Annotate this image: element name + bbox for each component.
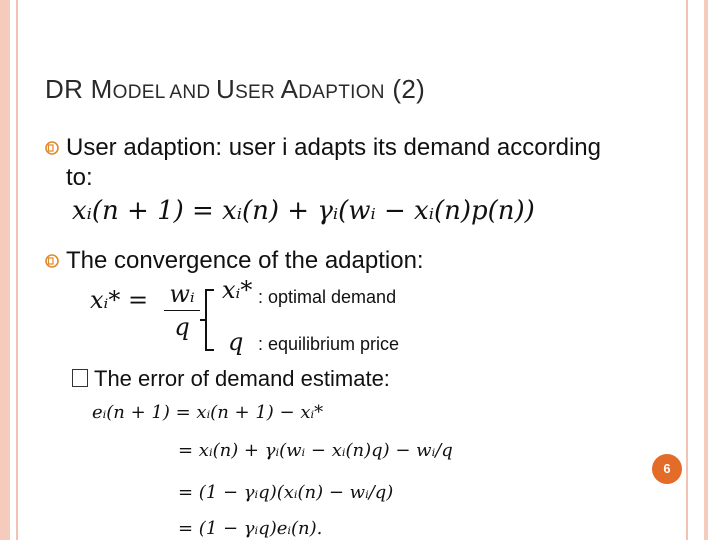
title-suffix: (2) bbox=[384, 74, 426, 104]
slide-frame-left bbox=[0, 0, 10, 540]
slide-frame-right-line bbox=[686, 0, 688, 540]
bullet-convergence-text: The convergence of the adaption: bbox=[66, 247, 424, 274]
optimal-demand-fraction bbox=[164, 280, 200, 341]
slide-title bbox=[45, 74, 425, 105]
fraction-denominator: q bbox=[174, 313, 190, 341]
bullet-circle-icon bbox=[45, 141, 59, 155]
title-cap-1: DR M bbox=[45, 74, 113, 104]
optimal-demand-lhs: xᵢ* = bbox=[90, 286, 149, 314]
title-rest-1: ODEL AND bbox=[112, 82, 216, 103]
legend-symbol-demand: xᵢ* bbox=[222, 276, 253, 304]
legend-text-price: : equilibrium price bbox=[258, 334, 400, 354]
legend-symbol-price: q bbox=[228, 328, 244, 356]
bullet-user-adaption bbox=[66, 133, 626, 193]
derivation-line-4: = (1 − γᵢq)eᵢ(n). bbox=[178, 518, 323, 539]
derivation-line-2: = xᵢ(n) + γᵢ(wᵢ − xᵢ(n)q) − wᵢ/q bbox=[178, 440, 453, 461]
sub-bullet-error bbox=[72, 366, 390, 392]
adaption-formula: xᵢ(n + 1) = xᵢ(n) + γᵢ(wᵢ − xᵢ(n)p(n)) bbox=[72, 196, 535, 226]
error-derivation bbox=[92, 400, 512, 540]
bullet-convergence bbox=[66, 246, 626, 276]
title-cap-2: U bbox=[216, 74, 236, 104]
slide-frame-left-line bbox=[16, 0, 18, 540]
bullet-user-adaption-text: User adaption: user i adapts its demand according to: bbox=[66, 134, 601, 191]
optimal-demand-formula bbox=[90, 280, 195, 341]
title-rest-3: DAPTION bbox=[298, 82, 385, 103]
fraction-numerator: wᵢ bbox=[169, 280, 195, 308]
legend-bracket bbox=[200, 288, 216, 352]
derivation-line-3: = (1 − γᵢq)(xᵢ(n) − wᵢ/q) bbox=[178, 482, 394, 503]
sub-bullet-error-text: The error of demand estimate: bbox=[94, 366, 390, 391]
legend-text-demand: : optimal demand bbox=[258, 287, 397, 307]
title-rest-2: SER bbox=[235, 82, 281, 103]
bullet-circle-icon bbox=[45, 254, 59, 268]
title-cap-3: A bbox=[280, 74, 299, 104]
derivation-line-1: eᵢ(n + 1) = xᵢ(n + 1) − xᵢ* bbox=[92, 402, 324, 423]
slide-frame-right bbox=[704, 0, 708, 540]
checkbox-bullet-icon bbox=[72, 369, 88, 387]
page-number-badge: 6 bbox=[652, 454, 682, 484]
